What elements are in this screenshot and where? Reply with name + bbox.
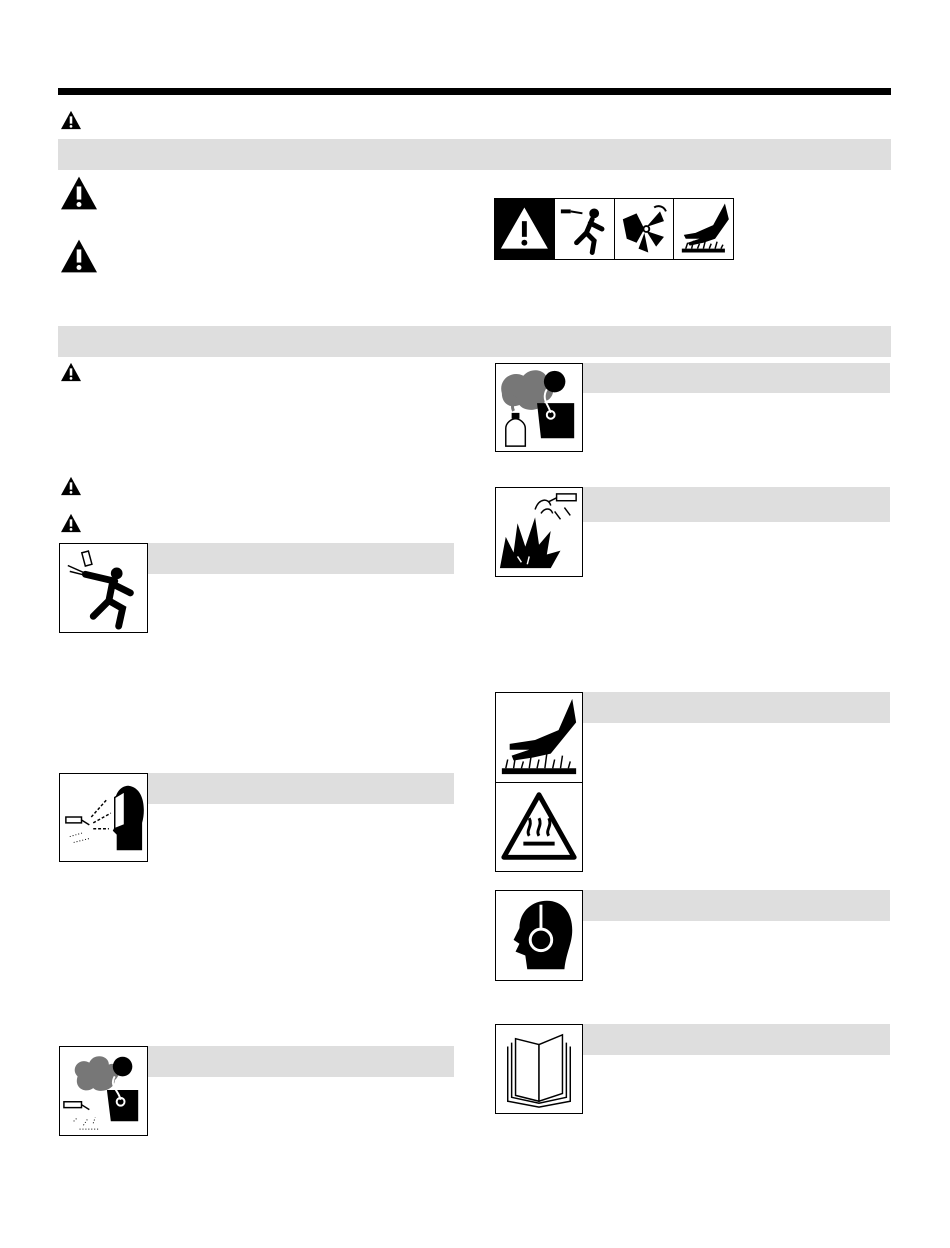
arc-rays-icon [59,773,148,862]
noise-hearing-icon [495,890,583,981]
section-header-band-1 [58,139,891,170]
fire-explosion-icon [495,487,583,577]
electric-shock-icon [59,543,148,633]
read-manual-header-band [583,1024,890,1055]
noise-header-band [583,890,890,921]
danger-triangle-icon [58,175,100,211]
fumes-gases-header-band [148,1046,454,1077]
fumes-gases-icon [59,1046,148,1136]
strip-electric-shock-icon [554,199,614,259]
warning-triangle-icon [60,362,82,382]
top-rule [58,88,891,95]
strip-moving-parts-icon [614,199,674,259]
hazard-symbol-strip [494,198,734,260]
strip-hot-parts-icon [673,199,733,259]
gas-cylinder-fumes-icon [495,363,583,452]
gas-cylinder-header-band [583,363,890,393]
hot-parts-icon [495,692,583,783]
warning-triangle-icon [60,513,82,533]
read-manual-icon [495,1024,583,1114]
section-header-band-2 [58,326,891,357]
header-warning-triangle-icon [60,110,82,130]
arc-rays-header-band [148,773,454,804]
hot-surface-warning-icon [495,782,583,872]
warning-triangle-icon [60,476,82,496]
strip-warning-triangle-icon [495,199,554,259]
fire-explosion-header-band [583,487,890,522]
hot-parts-header-band [583,692,890,723]
electric-shock-header-band [148,543,454,574]
warning-triangle-icon [58,238,100,274]
